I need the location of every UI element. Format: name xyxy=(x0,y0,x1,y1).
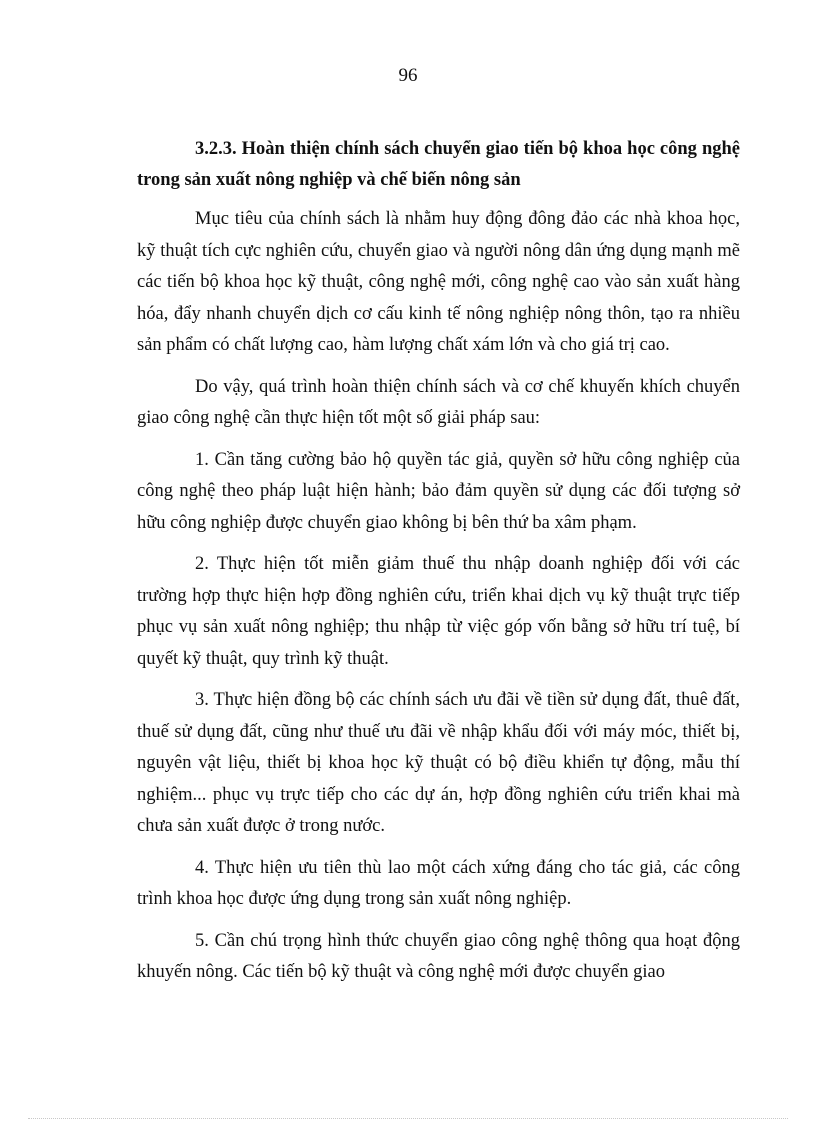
paragraph-solution-4: 4. Thực hiện ưu tiên thù lao một cách xứng đáng cho tác giả, các công trình khoa học được ứng dụng trong sản xuất nông nghiệp. xyxy=(137,857,740,909)
page-bottom-divider xyxy=(28,1118,788,1119)
section-heading: 3.2.3. Hoàn thiện chính sách chuyển giao tiến bộ khoa học công nghệ trong sản xuất nông nghiệp và chế biến nông sản xyxy=(137,139,740,190)
paragraph-solution-3: 3. Thực hiện đồng bộ các chính sách ưu đãi về tiền sử dụng đất, thuê đất, thuế sử dụng đất, cũng như thuế ưu đãi về nhập khẩu đối với máy móc, thiết bị, nguyên vật liệu, thiết bị khoa học kỹ thuật có bộ điều khiển tự động, mẫu thí nghiệm... phục vụ trực tiếp cho các dự án, hợp đồng nghiên cứu triển khai mà chưa sản xuất được ở trong nước. xyxy=(137,690,740,836)
paragraph-solution-2: 2. Thực hiện tốt miễn giảm thuế thu nhập doanh nghiệp đối với các trường hợp thực hiện hợp đồng nghiên cứu, triển khai dịch vụ kỹ thuật trực tiếp phục vụ sản xuất nông nghiệp; thu nhập từ việc góp vốn bằng sở hữu trí tuệ, bí quyết kỹ thuật, quy trình kỹ thuật. xyxy=(137,554,740,669)
paragraph-solution-1: 1. Cần tăng cường bảo hộ quyền tác giả, quyền sở hữu công nghiệp của công nghệ theo pháp luật hiện hành; bảo đảm quyền sử dụng các đối tượng sở hữu công nghiệp được chuyển giao không bị bên thứ ba xâm phạm. xyxy=(137,449,740,533)
paragraph-objective: Mục tiêu của chính sách là nhằm huy động đông đảo các nhà khoa học, kỹ thuật tích cực nghiên cứu, chuyển giao và người nông dân ứng dụng mạnh mẽ các tiến bộ khoa học kỹ thuật, công nghệ mới, công nghệ cao vào sản xuất hàng hóa, đẩy nhanh chuyển dịch cơ cấu kinh tế nông nghiệp nông thôn, tạo ra nhiều sản phẩm có chất lượng cao, hàm lượng chất xám lớn và cho giá trị cao. xyxy=(137,209,740,355)
page-content xyxy=(137,134,740,989)
paragraph-solution-5: 5. Cần chú trọng hình thức chuyển giao công nghệ thông qua hoạt động khuyến nông. Các tiến bộ kỹ thuật và công nghệ mới được chuyển giao xyxy=(137,930,740,982)
paragraph-intro-solutions: Do vậy, quá trình hoàn thiện chính sách và cơ chế khuyến khích chuyển giao công nghệ cần thực hiện tốt một số giải pháp sau: xyxy=(137,376,740,428)
page-number: 96 xyxy=(398,65,418,86)
